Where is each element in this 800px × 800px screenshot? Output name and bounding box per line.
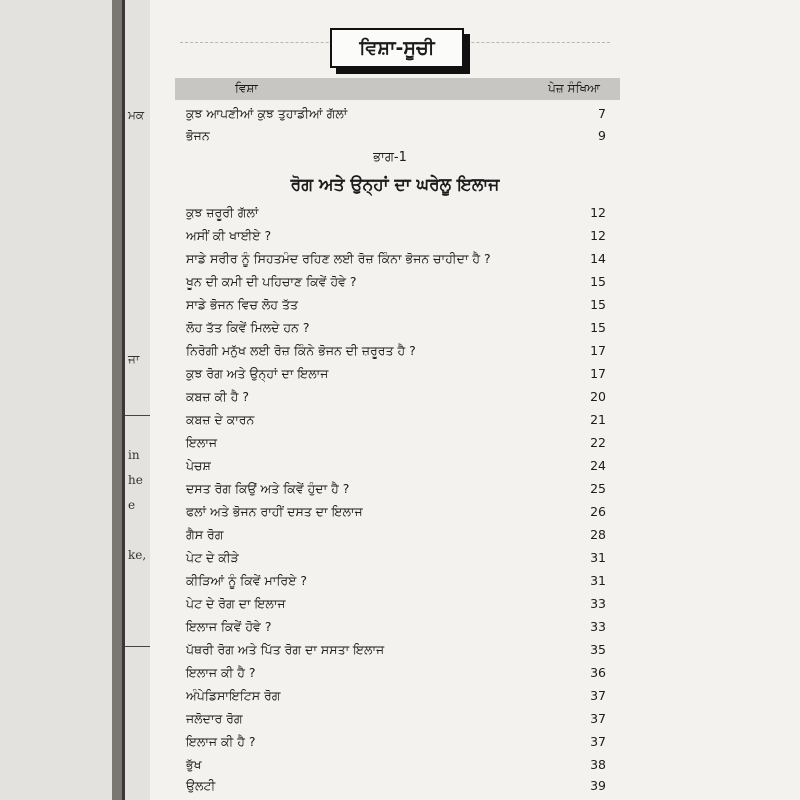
toc-entry-title: ਦਸਤ ਰੋਗ ਕਿਉਂ ਅਤੇ ਕਿਵੇਂ ਹੁੰਦਾ ਹੈ ?	[186, 481, 350, 496]
toc-entry-page: 33	[590, 619, 606, 634]
toc-entry	[186, 295, 606, 315]
toc-entry	[186, 387, 606, 407]
toc-title	[330, 28, 464, 68]
toc-entry	[186, 525, 606, 545]
toc-entry-page: 17	[590, 343, 606, 358]
toc-entry	[186, 709, 606, 729]
part-label: ਭਾਗ-1	[373, 150, 407, 165]
toc-entry-page: 12	[590, 205, 606, 220]
toc-entry-title: ਕਬਜ਼ ਦੇ ਕਾਰਨ	[186, 412, 255, 427]
toc-entry-page: 38	[590, 757, 606, 772]
toc-entry	[186, 203, 606, 223]
toc-entry-title: ਇਲਾਜ ਕਿਵੇਂ ਹੋਵੇ ?	[186, 619, 272, 634]
toc-entry-title: ਕੀੜਿਆਂ ਨੂੰ ਕਿਵੇਂ ਮਾਰਿਏ ?	[186, 573, 308, 588]
toc-entry-title: ਇਲਾਜ ਕੀ ਹੈ ?	[186, 734, 256, 749]
toc-entry-page: 17	[590, 366, 606, 381]
toc-entry	[186, 249, 606, 269]
book-binding	[112, 0, 122, 800]
toc-entry-title: ਪੇਟ ਦੇ ਰੋਗ ਦਾ ਇਲਾਜ	[186, 596, 286, 611]
toc-entry-page: 22	[590, 435, 606, 450]
toc-entry	[186, 548, 606, 568]
toc-entry-page: 28	[590, 527, 606, 542]
header-subject: ਵਿਸ਼ਾ	[235, 81, 258, 95]
toc-entry-title: ਕਬਜ਼ ਕੀ ਹੈ ?	[186, 389, 249, 404]
toc-entry	[186, 364, 606, 384]
toc-entry	[186, 272, 606, 292]
toc-entry	[186, 594, 606, 614]
toc-entry	[186, 318, 606, 338]
toc-entry-title: ਸਾਡੇ ਭੋਜਨ ਵਿਚ ਲੋਹ ਤੱਤ	[186, 297, 298, 312]
toc-entry	[186, 126, 606, 146]
toc-entry	[186, 776, 606, 796]
toc-entry	[186, 410, 606, 430]
toc-entry-title: ਕੁਝ ਰੋਗ ਅਤੇ ਉਨ੍ਹਾਂ ਦਾ ਇਲਾਜ	[186, 366, 329, 381]
header-page-count: ਪੇਜ਼ ਸੰਖਿਆ	[548, 81, 600, 95]
toc-entry	[186, 571, 606, 591]
toc-entry	[186, 732, 606, 752]
toc-entry-page: 37	[590, 688, 606, 703]
toc-entry-title: ਸਾਡੇ ਸਰੀਰ ਨੂੰ ਸਿਹਤਮੰਦ ਰਹਿਣ ਲਈ ਰੋਜ਼ ਕਿੰਨਾ ਭੋਜਨ ਚਾਹੀਦਾ ਹੈ ?	[186, 251, 491, 266]
toc-entry-title: ਲੋਹ ਤੱਤ ਕਿਵੇਂ ਮਿਲਦੇ ਹਨ ?	[186, 320, 310, 335]
toc-entry-page: 36	[590, 665, 606, 680]
toc-entry-page: 26	[590, 504, 606, 519]
toc-entry	[186, 617, 606, 637]
toc-entry-title: ਪੇਟ ਦੇ ਕੀੜੇ	[186, 550, 239, 565]
toc-entry-page: 24	[590, 458, 606, 473]
left-page-fragment: he	[128, 473, 143, 487]
toc-entry-title: ਕੁਝ ਜ਼ਰੂਰੀ ਗੱਲਾਂ	[186, 205, 259, 220]
toc-entry-title: ਖੂਨ ਦੀ ਕਮੀ ਦੀ ਪਹਿਚਾਣ ਕਿਵੇਂ ਹੋਵੇ ?	[186, 274, 357, 289]
toc-entry-page: 15	[590, 274, 606, 289]
toc-entry	[186, 663, 606, 683]
toc-entry	[186, 479, 606, 499]
toc-entry-title: ਅੰਪੇਡਿਸਾਇਟਿਸ ਰੋਗ	[186, 688, 281, 703]
toc-entry-page: 37	[590, 711, 606, 726]
toc-entry-title: ਫਲਾਂ ਅਤੇ ਭੋਜਨ ਰਾਹੀਂ ਦਸਤ ਦਾ ਇਲਾਜ	[186, 504, 363, 519]
toc-entry	[186, 640, 606, 660]
toc-entry-page: 20	[590, 389, 606, 404]
left-page-fragment: ਮਕ	[128, 108, 145, 122]
toc-entry-page: 12	[590, 228, 606, 243]
toc-entry-title: ਗੈਸ ਰੋਗ	[186, 527, 224, 542]
toc-entry-page: 31	[590, 550, 606, 565]
toc-entry-title: ਪੇਚਸ਼	[186, 458, 211, 473]
toc-entry-page: 39	[590, 778, 606, 793]
toc-entry-title: ਇਲਾਜ ਕੀ ਹੈ ?	[186, 665, 256, 680]
toc-entry-title: ਭੋਜਨ	[186, 128, 210, 143]
toc-entry-page: 21	[590, 412, 606, 427]
toc-entry-page: 15	[590, 297, 606, 312]
toc-entry-page: 37	[590, 734, 606, 749]
toc-title-text: ਵਿਸ਼ਾ-ਸੂਚੀ	[359, 37, 435, 59]
toc-entry	[186, 755, 606, 775]
toc-entry-page: 31	[590, 573, 606, 588]
toc-entry	[186, 686, 606, 706]
toc-entry	[186, 502, 606, 522]
toc-entry-page: 7	[598, 106, 606, 121]
toc-entry	[186, 226, 606, 246]
toc-entry-page: 33	[590, 596, 606, 611]
toc-entry-page: 35	[590, 642, 606, 657]
toc-entry	[186, 456, 606, 476]
toc-entry-title: ਅਸੀਂ ਕੀ ਖਾਈਏ ?	[186, 228, 272, 243]
toc-entry	[186, 341, 606, 361]
toc-entry-page: 15	[590, 320, 606, 335]
toc-entry-page: 25	[590, 481, 606, 496]
toc-header-bar	[175, 78, 620, 100]
adjacent-left-page	[0, 0, 150, 800]
toc-entry-title: ਕੁਝ ਆਪਣੀਆਂ ਕੁਝ ਤੁਹਾਡੀਆਂ ਗੱਲਾਂ	[186, 106, 348, 121]
toc-entry-title: ਇਲਾਜ	[186, 435, 218, 450]
toc-entry-page: 14	[590, 251, 606, 266]
toc-entry-title: ਭੁੱਖ	[186, 757, 202, 772]
part-title: ਰੋਗ ਅਤੇ ਉਨ੍ਹਾਂ ਦਾ ਘਰੇਲੂ ਇਲਾਜ	[290, 175, 500, 195]
left-page-fragment: e	[128, 498, 136, 512]
toc-entry-title: ਨਿਰੋਗੀ ਮਨੁੱਖ ਲਈ ਰੋਜ਼ ਕਿੰਨੇ ਭੋਜਨ ਦੀ ਜ਼ਰੂਰਤ ਹੈ ?	[186, 343, 416, 358]
toc-entry-title: ਪੱਥਰੀ ਰੋਗ ਅਤੇ ਪਿੱਤ ਰੋਗ ਦਾ ਸਸਤਾ ਇਲਾਜ	[186, 642, 385, 657]
toc-entry-title: ਜਲੋਦਾਰ ਰੋਗ	[186, 711, 243, 726]
left-page-fragment: ke,	[128, 548, 147, 562]
left-page-fragment: ਜਾ	[128, 352, 140, 366]
toc-entry	[186, 433, 606, 453]
toc-entry-title: ਉਲਟੀ	[186, 778, 216, 793]
toc-entry	[186, 104, 606, 124]
left-page-fragment: in	[128, 448, 140, 462]
toc-entry-page: 9	[598, 128, 606, 143]
binding-rule	[122, 0, 125, 800]
